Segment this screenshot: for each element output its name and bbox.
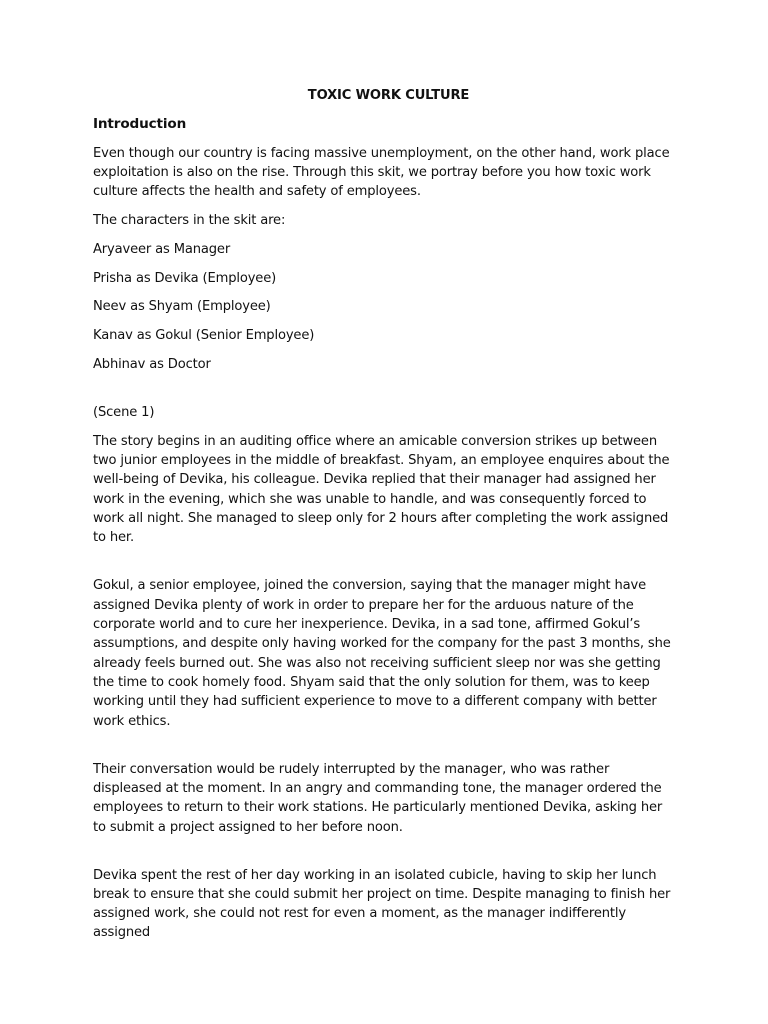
story-paragraph: Devika spent the rest of her day working in an isolated cubicle, having to skip her lunch break to ensure that she could submit her project on time. Despite managing to finish her assigned work, she could not rest for even a moment, as the manager indifferently assigned [93,867,671,941]
scene-label: (Scene 1) [93,405,155,421]
story-paragraph: Gokul, a senior employee, joined the conversion, saying that the manager might have assigned Devika plenty of work in order to prepare her for the arduous nature of the corporate world and to cure her inexperience. Devika, in a sad tone, affirmed Gokul’s assumptions, and despite only having worked for the company for the past 3 months, she already feels burned out. She was also not receiving sufficient sleep nor was she getting the time to cook homely food. Shyam said that the only solution for them, was to keep working until they had sufficient experience to move to a different company with better work ethics. [93,578,671,729]
character-line: Prisha as Devika (Employee) [93,270,277,286]
section-heading: Introduction [93,116,187,133]
document-content [93,86,678,952]
blank-line [93,384,678,403]
character-line: Abhinav as Doctor [93,356,211,372]
story-paragraph: The story begins in an auditing office where an amicable conversion strikes up between two junior employees in the middle of breakfast. Shyam, an employee enquires about the well-being of Devika, his colleague. Devika replied that their manager had assigned her work in the evening, which she was unable to handle, and was consequently forced to work all night. She managed to sleep only for 2 hours after completing the work assigned to her. [93,433,670,546]
character-line: Aryaveer as Manager [93,241,231,257]
blank-line [93,846,678,865]
intro-paragraph: Even though our country is facing massive unemployment, on the other hand, work place exploitation is also on the rise. Through this skit, we portray before you how toxic work culture affects the health and safety of employees. [93,145,670,200]
blank-line [93,740,678,759]
document-title: TOXIC WORK CULTURE [307,88,470,103]
character-line: Neev as Shyam (Employee) [93,299,271,315]
characters-intro: The characters in the skit are: [93,212,286,228]
blank-line [93,557,678,576]
story-paragraph: Their conversation would be rudely interrupted by the manager, who was rather displeased at the moment. In an angry and commanding tone, the manager ordered the employees to return to their work stations. He particularly mentioned Devika, asking her to submit a project assigned to her before noon. [93,761,663,835]
character-line: Kanav as Gokul (Senior Employee) [93,328,315,344]
